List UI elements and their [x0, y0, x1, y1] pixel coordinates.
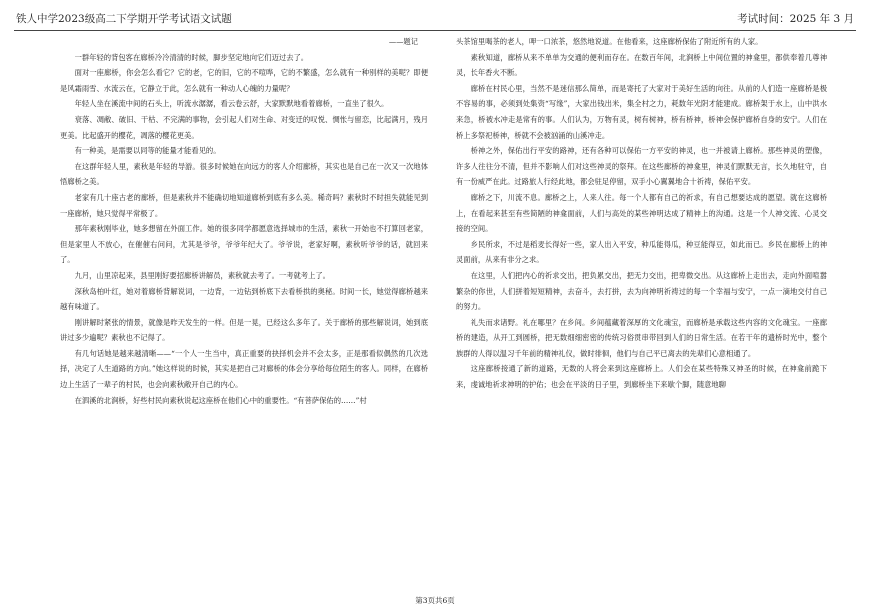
paragraph: 廊桥在村民心里，当然不是迷信那么简单，而是寄托了大家对于美好生活的向往。从前的人们造一座廊桥是极不容易的事，必须到处集资“写缘”，大家出钱出米，集全村之力，耗数年光阴才能建成。廊桥架于水上，山中洪水来急，桥被水冲走是常有的事。人们认为，万物有灵，树有树神，桥有桥神，桥神会保护廊桥自身的安宁。人们在桥上多祭祀桥神，桥就不会被汹涌的山溪冲走。 [456, 83, 827, 140]
paragraph: 在这群年轻人里，素秋是年轻的导游。很多时候她在向远方的客人介绍廊桥，其实也是自己在一次又一次地体悟廊桥之美。 [60, 161, 428, 187]
paragraph: 在泗溪的北涧桥，好些村民向素秋说起这座桥在他们心中的重要性。“有菩萨保佑的……”村 [74, 395, 367, 405]
paragraph: 九月，山里凉起来，县里刚好要招廊桥讲解员，素秋就去考了。一考就考上了。 [74, 270, 330, 280]
paragraph: 面对一座廊桥，你会怎么看它？它的老，它的旧，它的不喧哗，它的不繁盛，怎么就有一种别样的美呢？即便是风霜雨雪、水流云在，它静立于此，怎么就有一种动人心魄的力量呢？ [60, 68, 428, 93]
exam-title: 铁人中学2023级高二下学期开学考试语文试题 [16, 13, 232, 25]
right-column [456, 34, 827, 586]
paragraph: 刚讲解时紧张的情景，就像是昨天发生的一样。但是一晃，已经这么多年了。关于廊桥的那些解说词，她到底讲过多少遍呢？素秋也不记得了。 [60, 317, 428, 343]
paragraph: 乡民所求，不过是稻麦长得好一些，家人出入平安，种瓜能得瓜，种豆能得豆，如此而已。乡民在廊桥上的神灵面前，从来有非分之求。 [456, 239, 827, 265]
paragraph: 礼失而求诸野。礼在哪里？在乡间。乡间蕴藏着深厚的文化魂宝，而廊桥是承载这些内容的文化魂宝。一座廊桥的建造，从开工到圆桥，把无数细细密密的传统习俗贯串带回到人们的日常生活。在若干年的遗桥时光中，整个族群的人得以温习千年前的精神礼仪，做时徘徊，他们与自己平已离去的先辈们心意相通了。 [456, 317, 827, 358]
paragraph: 这座廊桥接通了新的道路，无数的人将会来到这座廊桥上。人们会在某些特殊又神圣的时候，在神龛前跪下来，虔诚地祈求神明的护佑；也会在平淡的日子里，到廊桥坐下来歇个脚，随意地聊 [456, 364, 827, 390]
paragraph: 深秋岛柏叶红，她对着廊桥背解说词，一边背，一边钻到桥底下去看桥拱的奥秘。时间一长，她觉得廊桥越来越有味道了。 [60, 286, 428, 312]
paragraph: 衰落、凋敝、破旧、干枯、不完满的事物，会引起人们对生命、对变迁的叹悦、惆怅与留恋，比起满月，残月更美。比起盛开的樱花，凋落的樱花更美。 [60, 114, 428, 140]
paragraph: 有几句话她是越来越清晰——“一个人一生当中，真正重要的抉择机会并不会太多，正是那看似偶然的几次选择，决定了人生道路的方向。”她这样说的时候，其实是把自己对廊桥的体会分享给每位陌生的客人。同样，在廊桥边上生活了一辈子的村民，也会向素秋敞开自己的内心。 [60, 348, 428, 390]
paragraph: 老家有几十座古老的廊桥，但是素秋并不能确切地知道廊桥到底有多么美。稀奇吗？素秋时不时担失就能见到一座廊桥，她只觉得平常极了。 [60, 192, 428, 218]
epigraph-attribution: ——题记 [388, 37, 418, 46]
paragraph: 桥神之外，保佑出行平安的路神，还有各种可以保佑一方平安的神灵，也一并被请上廊桥。那些神灵的塑像，许多人往往分不清，但并不影响人们对这些神灵的祭拜。在这些廊桥的神龛里，神灵们默默无言，长久地驻守，自有一份威严在此。过路旅人行经此地，都会驻足停留，双手小心翼翼地合十祈祷，保佑平安。 [456, 146, 827, 187]
paragraph: 一群年轻的背包客在廊桥冷冷清清的时候，脚步坚定地向它们迈过去了。 [74, 52, 309, 62]
paragraph: 素秋知道，廊桥从来不单单为交通的便利而存在。在数百年间，北涧桥上中间位置的神龛里，都供奉着几尊神灵，长年香火不断。 [456, 52, 827, 78]
paragraph: 廊桥之下，川流不息。廊桥之上，人来人往。每一个人都有自己的祈求，有自己想要达成的愿望。就在这廊桥上，在看起来甚至有些简陋的神龛面前，人们与高处的某些神明达成了精神上的沟通。这是一个人神交流、心灵交接的空间。 [456, 192, 827, 234]
paragraph: 有一种美，是需要以同等的能量才能看见的。 [74, 146, 221, 156]
exam-time: 考试时间：2025 年 3 月 [737, 13, 854, 25]
paragraph: 那年素秋刚毕业，她多想留在外面工作。她的很多同学都愿意选择城市的生活，素秋一开始也不打算回老家，但是家里人不放心，在催催右问问，尤其是爷爷，爷爷年纪大了。爷爷说，老家好啊，素秋听爷爷的话，就回来了。 [60, 224, 428, 265]
page-number: 第3页共6页 [415, 596, 455, 605]
paragraph: 在这里，人们把内心的祈求交出，把负累交出，把无力交出，把卑微交出。从这廊桥上走出去，走向外面喧嚣繁杂的你世，人们拼着短短精神，去奋斗，去打拼，去为向神明祈祷过的每一个幸福与安宁，一点一滴地交付自己的努力。 [456, 270, 827, 312]
page-header [14, 0, 856, 31]
paragraph: 头茶馆里喝茶的老人，呷一口浓茶，悠然地说道。在他看来，这座廊桥保佑了附近所有的人家。 [456, 37, 763, 46]
left-column [60, 34, 428, 586]
paragraph: 年轻人坐在溪流中间的石头上，听流水潺潺，看云卷云舒，大家默默地看着廊桥，一直坐了很久。 [74, 99, 389, 109]
